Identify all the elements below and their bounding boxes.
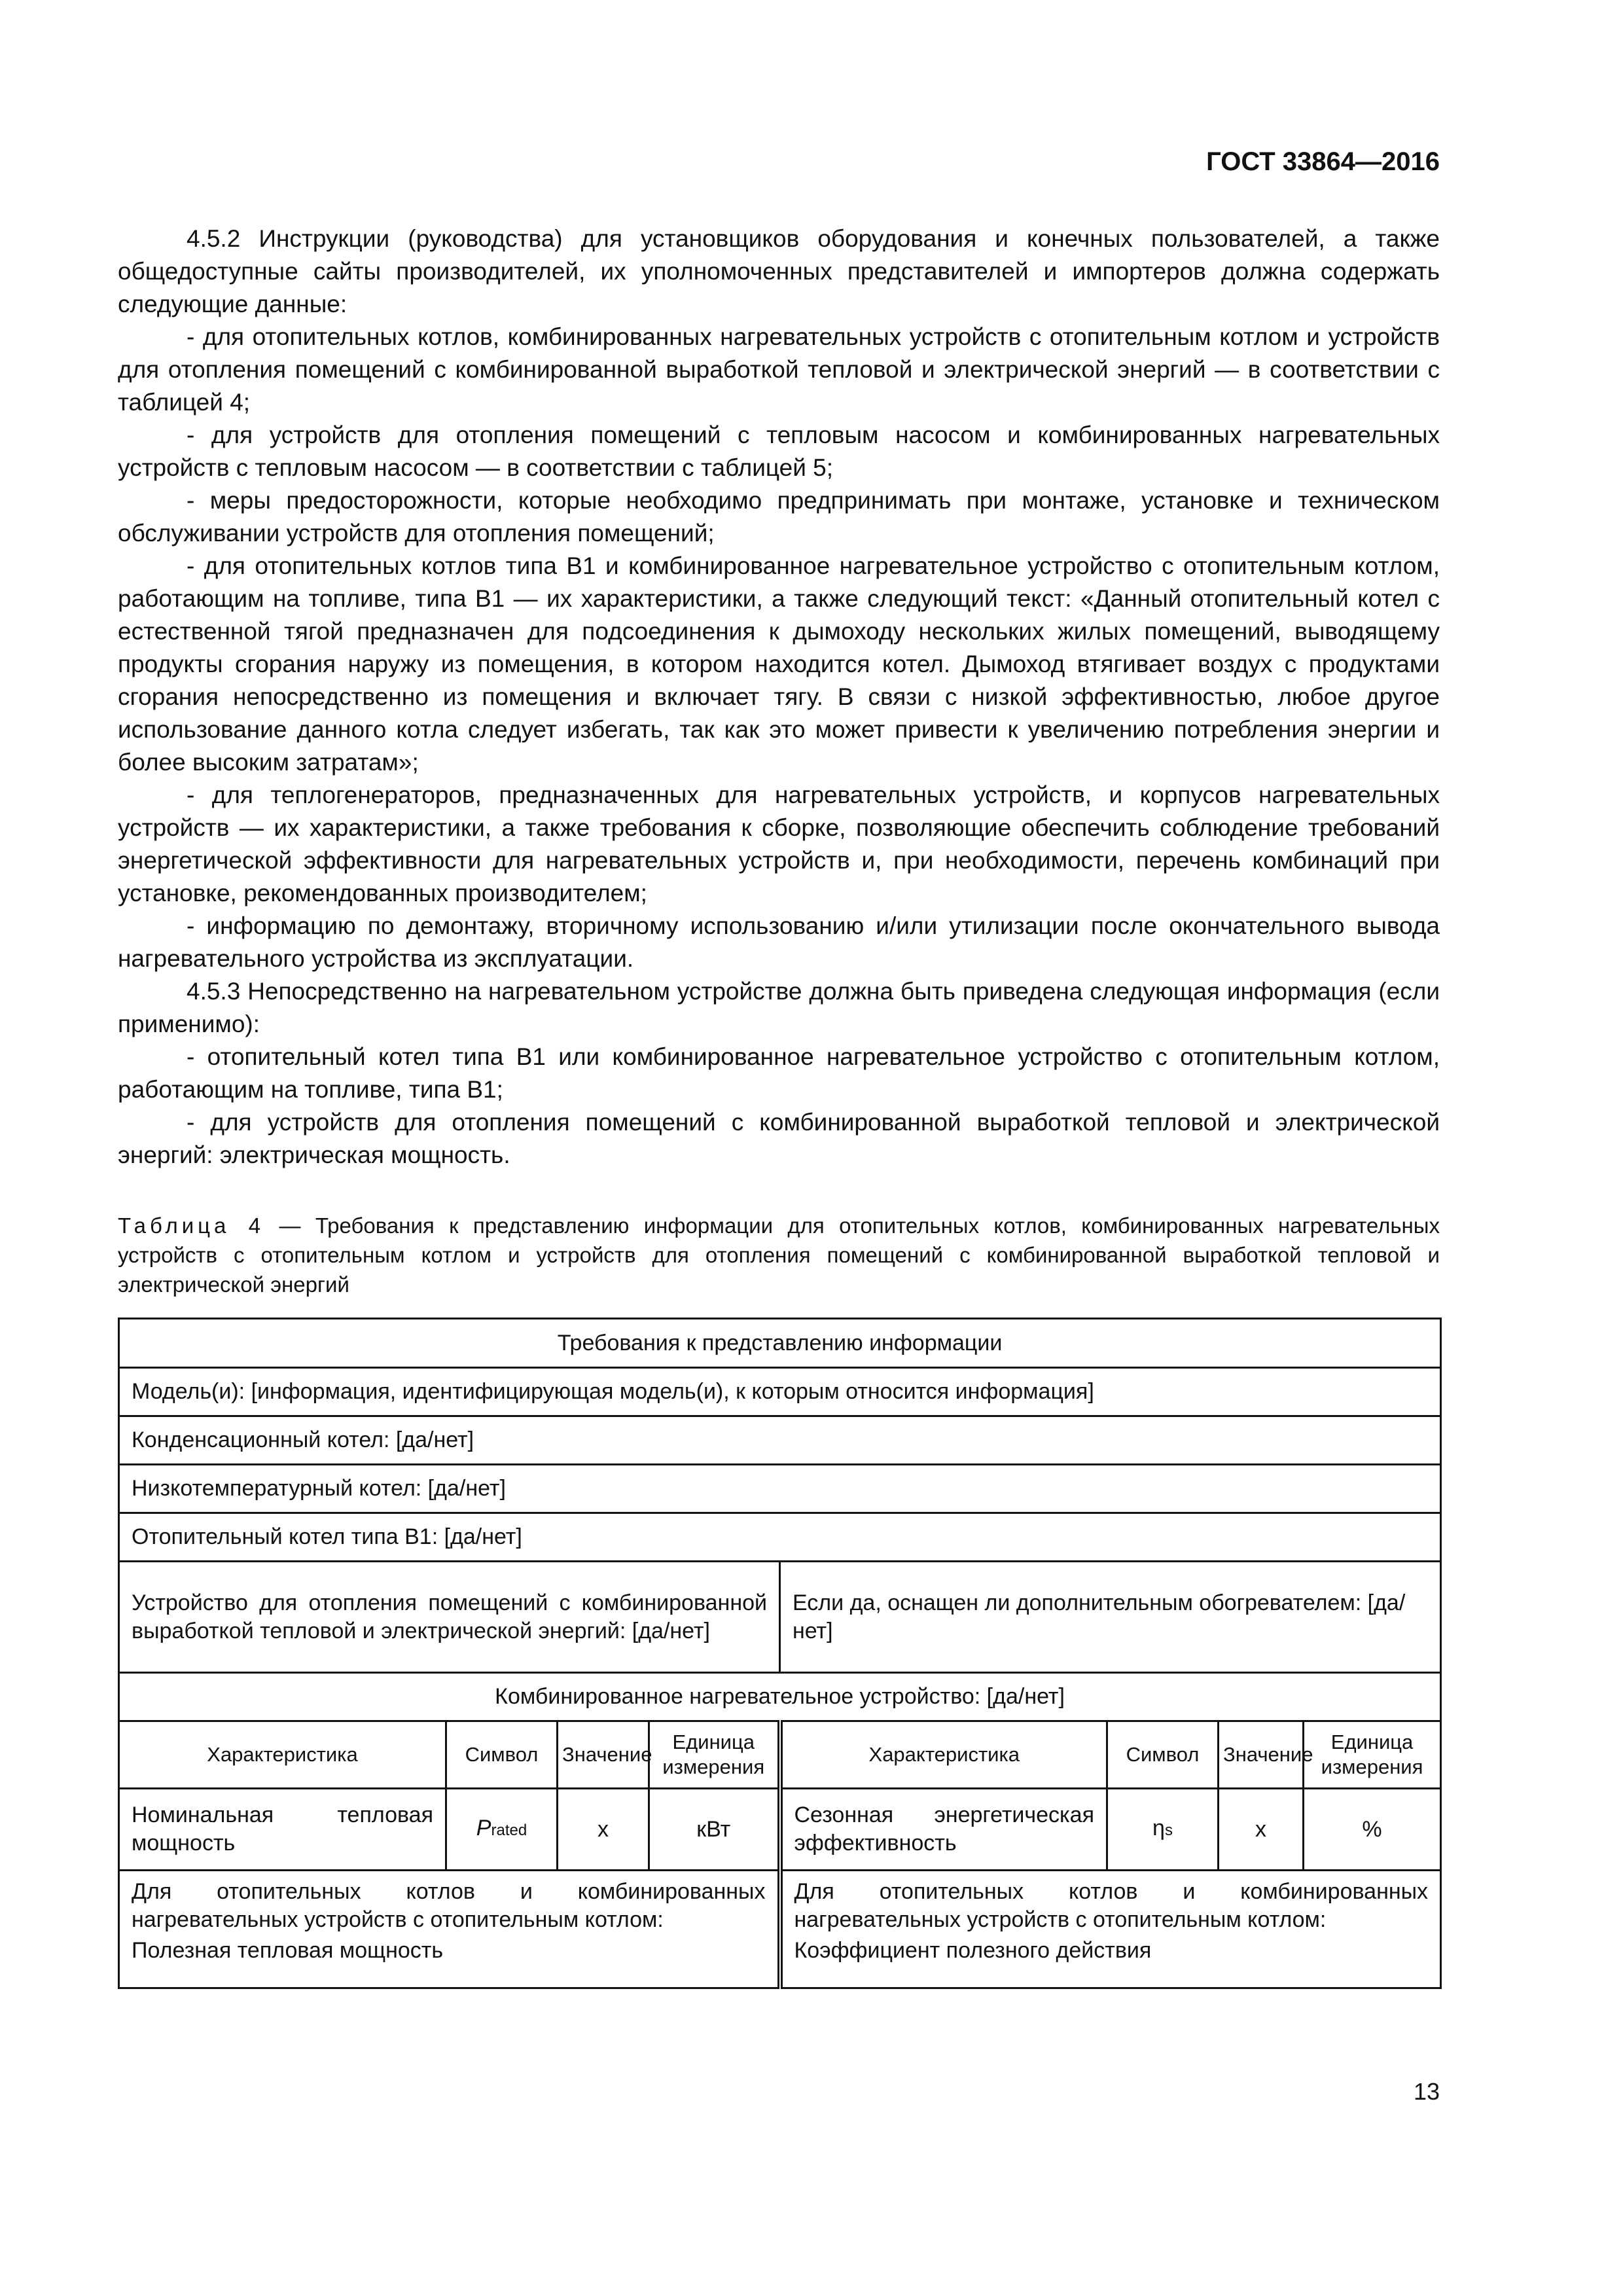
col-header-unit: Единица измерения — [649, 1721, 780, 1789]
table-section-right — [780, 1871, 1441, 1988]
document-id: ГОСТ 33864—2016 — [1206, 147, 1440, 176]
table-row-condensing: Конденсационный котел: [да/нет] — [119, 1416, 1441, 1465]
cell-rated-output-symbol: Prated — [446, 1789, 558, 1871]
col-header-value: Значение — [1219, 1721, 1304, 1789]
col-header-characteristic: Характеристика — [780, 1721, 1107, 1789]
col-header-unit: Единица измерения — [1304, 1721, 1441, 1789]
section-left-sub: Полезная тепловая мощность — [132, 1938, 444, 1963]
table-row-b1: Отопительный котел типа В1: [да/нет] — [119, 1513, 1441, 1562]
table-caption-text: — Требования к представлению информации для отопительных котлов, комбинированных нагревательных устройств с отопительным котлом и устройств для отопления помещений с комбинированной выработкой тепловой и электрической энергий — [118, 1213, 1440, 1297]
list-item: - меры предосторожности, которые необходимо предпринимать при монтаже, установке и техническом обслуживании устройств для отопления помещений; — [118, 487, 1440, 547]
list-item: - для отопительных котлов, комбинированных нагревательных устройств с отопительным котлом и устройств для отопления помещений с комбинированной выработкой тепловой и электрической энергий — в соответствии с таблицей 4; — [118, 323, 1440, 416]
cell-rated-output-label: Номинальная тепловая мощность — [119, 1789, 446, 1871]
body-text — [118, 223, 1440, 1172]
table-combined-heater: Комбинированное нагревательное устройство: [да/нет] — [119, 1673, 1441, 1721]
table-chp-left: Устройство для отопления помещений с комбинированной выработкой тепловой и электрической энергий: [да/нет] — [119, 1562, 780, 1673]
list-item: - для устройств для отопления помещений с комбинированной выработкой тепловой и электрической энергий: электрическая мощность. — [118, 1109, 1440, 1168]
requirements-table — [118, 1318, 1442, 1989]
cell-rated-output-value: x — [558, 1789, 649, 1871]
table-caption — [118, 1211, 1440, 1299]
cell-seasonal-efficiency-symbol: ηs — [1107, 1789, 1219, 1871]
cell-seasonal-efficiency-value: x — [1219, 1789, 1304, 1871]
list-item: - отопительный котел типа В1 или комбинированное нагревательное устройство с отопительным котлом, работающим на топливе, типа В1; — [118, 1043, 1440, 1103]
table-caption-label: Таблица 4 — [118, 1213, 265, 1238]
cell-seasonal-efficiency-label: Сезонная энергетическая эффективность — [780, 1789, 1107, 1871]
paragraph-4-5-3: 4.5.3 Непосредственно на нагревательном устройстве должна быть приведена следующая информация (если применимо): — [118, 978, 1440, 1037]
page-number: 13 — [1413, 2078, 1440, 2105]
paragraph-4-5-2: 4.5.2 Инструкции (руководства) для установщиков оборудования и конечных пользователей, а также общедоступные сайты производителей, их уполномоченных представителей и импортеров должна содержать следующие данные: — [118, 225, 1440, 317]
table-row-low-temp: Низкотемпературный котел: [да/нет] — [119, 1465, 1441, 1513]
list-item: - для отопительных котлов типа В1 и комбинированное нагревательное устройство с отопительным котлом, работающим на топливе, типа В1 — их характеристики, а также следующий текст: «Данный отопительный котел с естественной тягой предназначен для подсоединения к дымоходу нескольких жилых помещений, выводящему продукты сгорания наружу из помещения, в котором находится котел. Дымоход втягивает воздух с продуктами сгорания непосредственно из помещения и включает тягу. В связи с низкой эффективностью, любое другое использование данного котла следует избегать, так как это может привести к увеличению потребления энергии и более высоким затратам»; — [118, 552, 1440, 776]
table-row-model: Модель(и): [информация, идентифицирующая модель(и), к которым относится информация] — [119, 1368, 1441, 1416]
col-header-characteristic: Характеристика — [119, 1721, 446, 1789]
table-section-left — [119, 1871, 780, 1988]
section-right-sub: Коэффициент полезного действия — [794, 1938, 1152, 1963]
section-right-text: Для отопительных котлов и комбинированных нагревательных устройств с отопительным котлом: — [794, 1879, 1429, 1932]
col-header-symbol: Символ — [446, 1721, 558, 1789]
table-title: Требования к представлению информации — [119, 1319, 1441, 1368]
col-header-value: Значение — [558, 1721, 649, 1789]
list-item: - для теплогенераторов, предназначенных для нагревательных устройств, и корпусов нагревательных устройств — их характеристики, а также требования к сборке, позволяющие обеспечить соблюдение требований энергетической эффективности для нагревательных устройств и, при необходимости, перечень комбинаций при установке, рекомендованных производителем; — [118, 781, 1440, 906]
list-item: - для устройств для отопления помещений с тепловым насосом и комбинированных нагревательных устройств с тепловым насосом — в соответствии с таблицей 5; — [118, 422, 1440, 481]
cell-seasonal-efficiency-unit: % — [1304, 1789, 1441, 1871]
section-left-text: Для отопительных котлов и комбинированных нагревательных устройств с отопительным котлом: — [132, 1879, 766, 1932]
table-chp-right: Если да, оснащен ли дополнительным обогревателем: [да/нет] — [780, 1562, 1441, 1673]
cell-rated-output-unit: кВт — [649, 1789, 780, 1871]
list-item: - информацию по демонтажу, вторичному использованию и/или утилизации после окончательного вывода нагревательного устройства из эксплуатации. — [118, 912, 1440, 972]
col-header-symbol: Символ — [1107, 1721, 1219, 1789]
